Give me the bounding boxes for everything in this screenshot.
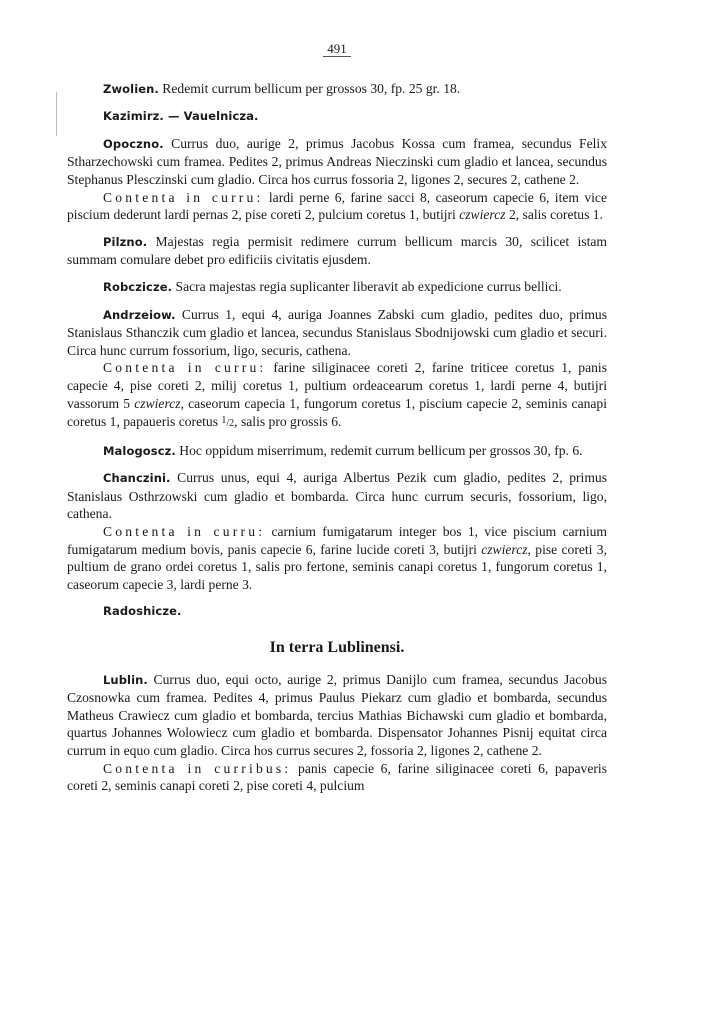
fraction-denominator: /2 — [226, 418, 235, 430]
margin-rule-top — [56, 92, 57, 136]
contents-andrzeiow — [67, 359, 607, 432]
contents-text: farine siliginacee coreti 2, farine triticee coretus 1, panis capecie 4, pise coreti 2, milij coretus 1, pultium ordeacearum coretus 1, lardi perne 4, butijri vassorum 5 — [67, 360, 607, 411]
entry-text: Currus unus, equi 4, auriga Albertus Pezik cum gladio, pedites 2, primus Stanislaus Osthrzowski cum gladio et bombarda. Circa hunc currum securis, fossorium, ligo, cathena. — [67, 470, 607, 522]
entry-text: Redemit currum bellicum per grossos 30, fp. 25 gr. 18. — [158, 80, 461, 96]
place-name: Lublin. — [103, 672, 148, 687]
contents-italic-term: czwiercz — [134, 395, 181, 411]
contents-opoczno — [67, 189, 607, 224]
place-name: Chanczini. — [103, 471, 171, 486]
place-name: Kazimirz. — Vauelnicza. — [103, 109, 259, 124]
contents-label: Contenta in curru: — [103, 189, 264, 205]
place-name: Andrzeiow. — [103, 307, 176, 322]
entry-zwolien — [67, 80, 607, 99]
contents-text: , pise coreti 3, pultium de grano ordei coretus 1, salis pro fertone, seminis canapi coretus 1, fungorum coretus 1, caseorum capecie 3, lardi perne 3. — [67, 541, 607, 592]
document-page — [67, 40, 607, 804]
entry-text: Hoc oppidum miserrimum, redemit currum bellicum per grossos 30, fp. 6. — [175, 442, 583, 458]
entry-text: Currus duo, aurige 2, primus Jacobus Kossa cum framea, secundus Felix Stharzechowski cum framea. Pedites 2, primus Andreas Nieczinski cum gladio et lancea, secundus Stephanus Plesczinski cum gladio. Circa hos currus fossoria 2, ligones 2, secures 2, cathene 2. — [67, 135, 607, 187]
contents-italic-term: czwiercz — [459, 207, 506, 223]
entry-text: Sacra majestas regia suplicanter liberavit ab expedicione currus bellici. — [172, 278, 562, 294]
place-name: Radoshicze. — [103, 604, 182, 619]
place-name: Pilzno. — [103, 234, 148, 249]
section-heading: In terra Lublinensi. — [269, 639, 405, 657]
contents-label: Contenta in curribus: — [103, 760, 292, 776]
entry-robczicze — [67, 278, 607, 297]
contents-italic-term: czwiercz — [481, 541, 528, 557]
contents-text: , caseorum capecia 1, fungorum coretus 1, piscium capecie 2, seminis canapi coretus 1, papaueris coretus — [67, 395, 608, 430]
contents-label: Contenta in curru: — [103, 524, 266, 540]
entry-malogoscz — [67, 442, 607, 461]
page-number: 491 — [67, 40, 607, 58]
contents-text: , salis pro grossis 6. — [234, 414, 342, 430]
contents-text: carnium fumigatarum integer bos 1, vice piscium carnium fumigatarum medium bovis, panis capecie 6, farine lucide coreti 3, butijri — [67, 524, 608, 557]
fraction-numerator: 1 — [221, 415, 227, 427]
contents-lublin — [67, 760, 607, 795]
place-name: Opoczno. — [103, 136, 164, 151]
place-name: Zwolien. — [103, 81, 159, 96]
entry-opoczno — [67, 135, 607, 189]
entry-text: Currus duo, equi octo, aurige 2, primus Danijlo cum framea, secundus Jacobus Czosnowka cum framea. Pedites 4, primus Paulus Piekarz cum gladio et bombarda, secundus Matheus Crawiecz cum gladio et bombarda, tercius Mathias Bichawski cum gladio et bombarda, quartus Johannes Wolowiecz cum gladio et bombarda. Dispensator Johannes Pisnij equitat circa currum in equo cum gladio. Circa hos currus secures 2, fossoria 2, ligones 2, cathene 2. — [67, 671, 607, 758]
entry-chanczini — [67, 469, 607, 523]
entry-pilzno — [67, 233, 607, 269]
contents-text: lardi perne 6, farine sacci 8, caseorum capecie 6, item vice piscium dederunt lardi pernas 2, pise coreti 2, pulcium coretus 1, butijri — [67, 189, 607, 223]
entry-text: Majestas regia permisit redimere currum bellicum marcis 30, scilicet istam summam comulare debet pro edificiis civitatis ejusdem. — [67, 233, 607, 268]
place-name: Robczicze. — [103, 279, 173, 294]
contents-text: 2, salis coretus 1. — [505, 207, 603, 223]
contents-text: panis capecie 6, farine siliginacee coreti 6, papaveris coreti 2, seminis canapi coreti 2, pise coreti 4, pulcium — [67, 760, 607, 794]
entry-andrzeiow — [67, 306, 607, 360]
contents-label: Contenta in curru: — [103, 360, 267, 376]
contents-chanczini — [67, 523, 607, 593]
entry-lublin — [67, 671, 607, 760]
place-name: Malogoscz. — [103, 443, 176, 458]
entry-text: Currus 1, equi 4, auriga Joannes Zabski cum gladio, pedites duo, primus Stanislaus Sthanczik cum gladio et lancea, secundus Stanislaus Sbodnijowski cum gladio et securi. Circa hunc currum fossorium, ligo, securis, cathena. — [67, 306, 607, 358]
entry-radoshicze — [67, 602, 607, 621]
entry-kazimirz — [67, 107, 607, 126]
